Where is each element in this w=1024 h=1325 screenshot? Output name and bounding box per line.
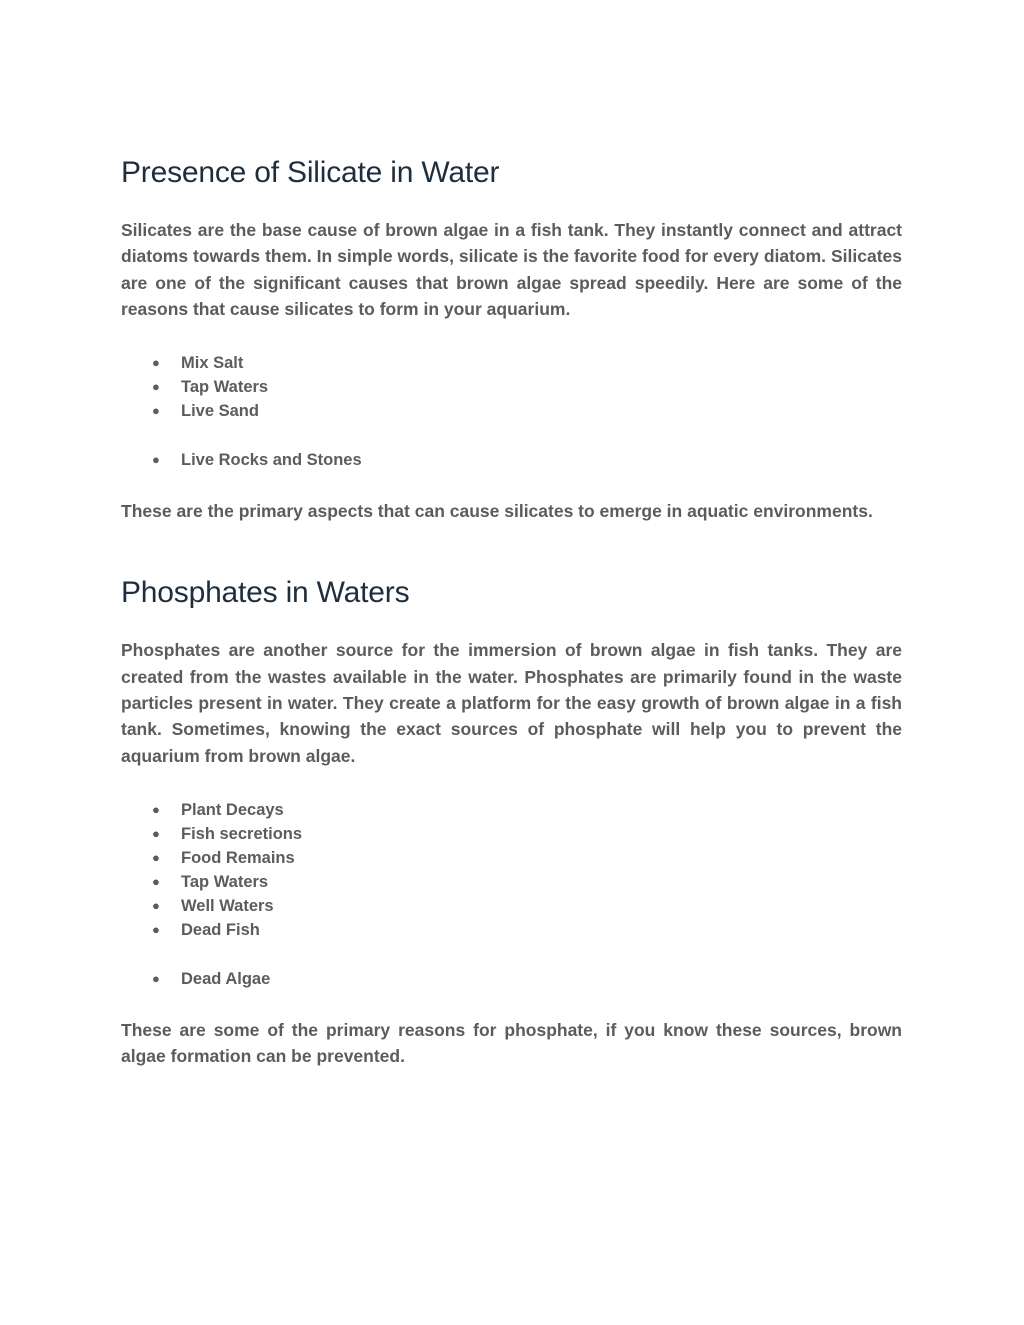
list-item: ● Tap Waters <box>121 375 902 399</box>
list-item: ● Live Sand <box>121 399 902 423</box>
phosphates-intro-paragraph: Phosphates are another source for the immersion of brown algae in fish tanks. They are created from the wastes available in the water. Phosphates are primarily found in the waste particles present in water. They create a platform for the easy growth of brown algae in a fish tank. Sometimes, knowing the exact sources of phosphate will help you to prevent the aquarium from brown algae. <box>121 640 902 766</box>
bullet-icon: ● <box>152 873 160 889</box>
silicate-intro-paragraph: Silicates are the base cause of brown algae in a fish tank. They instantly connect and attract diatoms towards them. In simple words, silicate is the favorite food for every diatom. Silicates are one of the significant causes that brown algae spread speedily. Here are some of the reasons that cause silicates to form in your aquarium. <box>121 220 902 319</box>
section-heading-phosphates: Phosphates in Waters <box>121 576 410 610</box>
bullet-icon: ● <box>152 849 160 865</box>
list-item: ● Live Rocks and Stones <box>121 448 902 472</box>
list-item: ● Plant Decays <box>121 798 902 822</box>
document-page <box>121 0 902 1070</box>
silicate-sources-list <box>121 351 902 423</box>
bullet-icon: ● <box>152 403 160 419</box>
list-item: ● Well Waters <box>121 894 902 918</box>
silicate-closing-paragraph: These are the primary aspects that can cause silicates to emerge in aquatic environments. <box>121 501 873 522</box>
list-item: ● Dead Fish <box>121 918 902 942</box>
bullet-icon: ● <box>152 897 160 913</box>
list-item: ● Dead Algae <box>121 967 902 991</box>
section-heading-silicate: Presence of Silicate in Water <box>121 156 500 189</box>
phosphate-sources-list-extra <box>121 967 902 991</box>
bullet-icon: ● <box>152 825 160 841</box>
list-item: ● Food Remains <box>121 846 902 870</box>
silicate-sources-list-extra <box>121 448 902 472</box>
phosphates-closing-paragraph: These are some of the primary reasons for phosphate, if you know these sources, brown algae formation can be prevented. <box>121 1019 902 1067</box>
list-item: ● Mix Salt <box>121 351 902 375</box>
bullet-icon: ● <box>152 801 160 817</box>
list-item: ● Tap Waters <box>121 870 902 894</box>
bullet-icon: ● <box>152 379 160 395</box>
list-item: ● Fish secretions <box>121 822 902 846</box>
phosphate-sources-list <box>121 798 902 942</box>
bullet-icon: ● <box>152 970 160 986</box>
bullet-icon: ● <box>152 921 160 937</box>
bullet-icon: ● <box>152 355 160 371</box>
bullet-icon: ● <box>152 452 160 468</box>
